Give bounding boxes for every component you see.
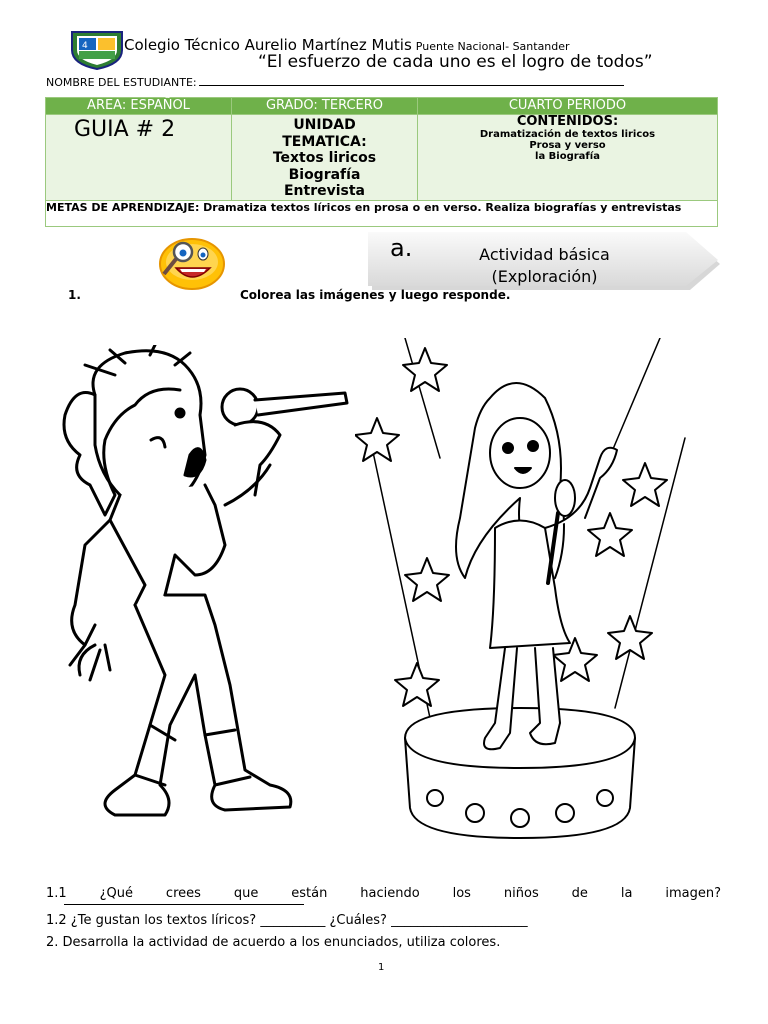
- question-2: 2. Desarrolla la actividad de acuerdo a los enunciados, utiliza colores.: [46, 935, 501, 950]
- answer-line-1-1[interactable]: [64, 904, 304, 905]
- unidad-line: Textos liricos: [272, 150, 377, 166]
- metas-aprendizaje: [46, 200, 718, 226]
- school-logo-icon: [68, 28, 126, 70]
- student-name-line: [199, 75, 624, 86]
- contenidos-item: Dramatización de textos liricos: [479, 129, 656, 140]
- contenidos: [418, 115, 718, 201]
- contenidos-item: Prosa y verso: [529, 140, 606, 151]
- school-location: Puente Nacional- Santander: [415, 40, 570, 53]
- page-number: 1: [378, 962, 385, 973]
- question-1-1: 1.1 ¿Qué crees que están haciendo los niños de la imagen?: [46, 886, 721, 901]
- contenidos-title: CONTENIDOS:: [516, 114, 619, 129]
- magnifier-smiley-icon: [150, 232, 230, 292]
- school-motto: “El esfuerzo de cada uno es el logro de todos”: [258, 52, 653, 72]
- question-1-2: 1.2 ¿Te gustan los textos líricos? __________ ¿Cuáles? _____________________: [46, 913, 528, 928]
- svg-text:4: 4: [82, 41, 88, 51]
- periodo-cell: CUARTO PERIODO: [418, 98, 718, 115]
- contenidos-item: la Biografía: [535, 151, 600, 162]
- activity-title: [462, 244, 627, 288]
- grado-cell: GRADO: TERCERO: [232, 98, 418, 115]
- unidad-tematica: [232, 115, 418, 201]
- unidad-line: UNIDAD: [293, 117, 356, 133]
- area-cell: AREA: ESPAÑOL: [46, 98, 232, 115]
- guide-number: GUIA # 2: [46, 115, 232, 201]
- unidad-line: Entrevista: [283, 183, 366, 199]
- guide-header-table: [45, 97, 718, 227]
- activity-title-line2: (Exploración): [491, 267, 598, 286]
- school-name: Colegio Técnico Aurelio Martínez Mutis Puente Nacional- Santander: [124, 36, 570, 54]
- question-1-number: 1.: [68, 288, 81, 302]
- metas-text: : Dramatiza textos líricos en prosa o en verso. Realiza biografías y entrevistas: [194, 200, 682, 214]
- boy-singing-illustration: [55, 345, 355, 820]
- metas-label: METAS DE APRENDIZAJE: [46, 200, 195, 214]
- unidad-line: TEMATICA:: [282, 133, 367, 150]
- activity-letter: a.: [390, 234, 413, 262]
- unidad-line: Biografía: [288, 166, 361, 183]
- activity-title-line1: Actividad básica: [479, 245, 610, 264]
- question-1-text: Colorea las imágenes y luego responde.: [240, 288, 511, 302]
- student-name-label: NOMBRE DEL ESTUDIANTE:: [46, 76, 197, 89]
- girl-singing-illustration: [355, 338, 690, 848]
- student-name-field[interactable]: [46, 75, 624, 89]
